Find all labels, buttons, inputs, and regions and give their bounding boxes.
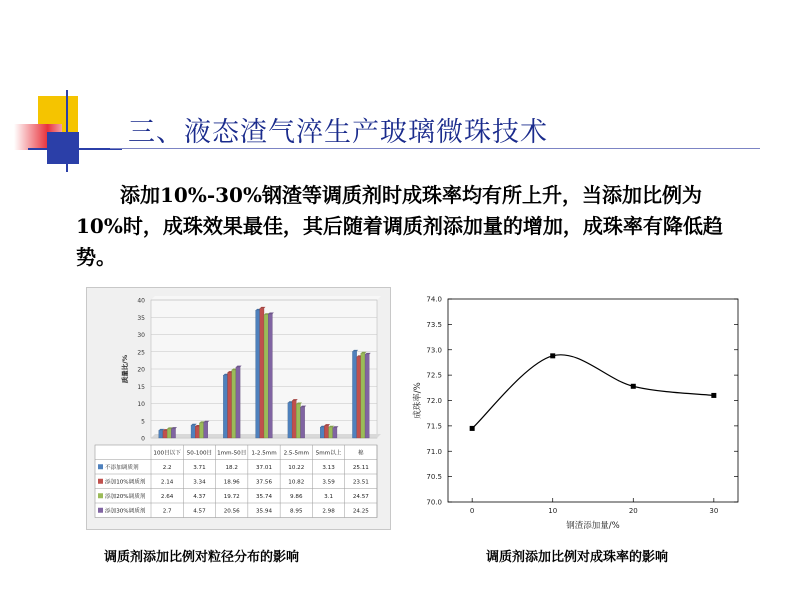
legend-swatch xyxy=(98,464,103,469)
x-category-label: 棉 xyxy=(358,450,364,457)
table-value: 2.64 xyxy=(160,493,174,500)
bar xyxy=(329,427,333,438)
paragraph-text: 添加10%-30%钢渣等调质剂时成珠率均有所上升，当添加比例为10%时，成珠效果最佳，其后随着调质剂添加量的增加，成珠率有降低趋势。 xyxy=(76,183,723,269)
table-value: 10.22 xyxy=(288,464,305,471)
x-category-label: 5mm以上 xyxy=(315,450,342,457)
body-paragraph xyxy=(76,180,748,273)
x-category-label: 100目以下 xyxy=(153,450,181,457)
line-chart xyxy=(408,287,753,535)
y-tick-label: 0 xyxy=(141,435,145,443)
x-tick-label: 30 xyxy=(709,507,719,515)
data-point xyxy=(631,384,636,389)
bar xyxy=(296,404,300,438)
deco-vertical-line xyxy=(66,90,68,172)
y-tick-label: 72.0 xyxy=(426,397,442,405)
plot-frame xyxy=(448,299,738,502)
bar xyxy=(199,423,203,438)
table-value: 10.82 xyxy=(288,479,305,486)
y-tick-label: 35 xyxy=(137,314,145,322)
bar xyxy=(361,353,365,438)
x-category-label: 50-100目 xyxy=(186,450,213,457)
deco-horizontal-line xyxy=(28,148,122,150)
bar xyxy=(264,315,268,438)
table-value: 3.59 xyxy=(322,479,335,486)
legend-swatch xyxy=(98,479,103,484)
caption-right: 调质剂添加比例对成珠率的影响 xyxy=(486,550,669,565)
decoration-corner xyxy=(0,0,130,180)
bar xyxy=(204,422,208,438)
y-tick-label: 25 xyxy=(137,349,145,357)
data-point xyxy=(711,393,716,398)
table-value: 4.37 xyxy=(193,493,206,500)
bar xyxy=(228,373,232,438)
table-value: 24.25 xyxy=(352,508,369,515)
bar xyxy=(292,401,296,438)
legend-swatch xyxy=(98,493,103,498)
table-value: 20.56 xyxy=(223,508,240,515)
table-value: 35.74 xyxy=(255,493,273,500)
bar-chart xyxy=(87,288,390,529)
y-tick-label: 71.5 xyxy=(426,422,442,431)
data-point xyxy=(470,426,475,431)
bar xyxy=(236,367,240,438)
bar xyxy=(357,357,361,438)
bar xyxy=(163,431,167,438)
y-tick-label: 40 xyxy=(137,297,145,305)
bar xyxy=(232,370,236,438)
table-value: 23.51 xyxy=(352,479,369,486)
bar xyxy=(191,425,195,438)
bar xyxy=(320,427,324,438)
table-value: 8.95 xyxy=(290,508,303,515)
table-value: 37.56 xyxy=(255,479,273,486)
y-axis-label: 成珠率/% xyxy=(413,382,423,419)
y-tick-label: 72.5 xyxy=(426,371,442,380)
table-value: 2.98 xyxy=(322,508,335,515)
data-point xyxy=(550,353,555,358)
y-tick-label: 20 xyxy=(137,366,145,374)
slide-title: 三、液态渣气淬生产玻璃微珠技术 xyxy=(128,117,548,148)
y-tick-label: 10 xyxy=(137,401,145,408)
legend-label: 添加10%调质剂 xyxy=(105,479,146,486)
table-value: 18.96 xyxy=(223,479,240,486)
x-tick-label: 10 xyxy=(548,507,558,515)
bar xyxy=(288,403,292,438)
plot-top xyxy=(151,296,381,300)
y-tick-label: 5 xyxy=(141,418,145,426)
table-value: 2.2 xyxy=(162,464,172,471)
y-axis-label: 质量比/% xyxy=(121,354,129,384)
x-tick-label: 0 xyxy=(469,507,475,515)
series-line xyxy=(472,355,714,429)
y-tick-label: 71.0 xyxy=(426,447,442,456)
table-value: 2.7 xyxy=(162,508,172,515)
bar-chart-panel xyxy=(86,287,391,530)
legend-label: 添加20%调质剂 xyxy=(105,493,146,500)
table-value: 4.57 xyxy=(193,508,206,515)
table-value: 3.71 xyxy=(193,464,206,471)
y-tick-label: 74.0 xyxy=(426,295,442,304)
bar xyxy=(260,308,264,438)
y-tick-label: 73.5 xyxy=(426,320,442,329)
table-value: 35.94 xyxy=(255,508,273,515)
x-tick-label: 20 xyxy=(628,507,638,515)
bar xyxy=(333,428,337,438)
bar xyxy=(256,310,260,438)
caption-left: 调质剂添加比例对粒径分布的影响 xyxy=(104,550,300,565)
bar xyxy=(268,314,272,438)
table-value: 19.72 xyxy=(223,493,240,500)
y-tick-label: 15 xyxy=(137,383,145,391)
bar xyxy=(300,407,304,438)
table-value: 18.2 xyxy=(225,464,238,471)
table-value: 3.13 xyxy=(322,464,335,471)
line-chart-panel xyxy=(408,287,753,535)
table-value: 25.11 xyxy=(352,464,369,471)
table-value: 24.57 xyxy=(352,493,369,500)
table-value: 3.34 xyxy=(193,479,206,486)
y-tick-label: 30 xyxy=(137,332,145,339)
bar xyxy=(167,429,171,438)
legend-label: 不添加调质剂 xyxy=(105,464,139,471)
x-category-label: 2.5-5mm xyxy=(283,450,309,457)
bar xyxy=(171,429,175,438)
y-tick-label: 70.0 xyxy=(426,498,442,507)
table-value: 2.14 xyxy=(160,479,174,486)
table-value: 9.86 xyxy=(290,493,303,500)
x-category-label: 1mm-50目 xyxy=(217,450,247,457)
bar xyxy=(223,375,227,438)
table-value: 3.1 xyxy=(324,493,334,500)
y-tick-label: 70.5 xyxy=(426,473,442,482)
bar xyxy=(324,426,328,438)
legend-label: 添加30%调质剂 xyxy=(105,508,146,515)
bar xyxy=(159,430,163,438)
bar xyxy=(352,351,356,438)
y-tick-label: 73.0 xyxy=(426,346,442,355)
table-value: 37.01 xyxy=(255,464,273,471)
bar xyxy=(195,426,199,438)
x-category-label: 1-2.5mm xyxy=(251,450,277,457)
legend-swatch xyxy=(98,508,103,513)
bar xyxy=(365,354,369,438)
x-axis-label: 钢渣添加量/% xyxy=(566,521,620,531)
